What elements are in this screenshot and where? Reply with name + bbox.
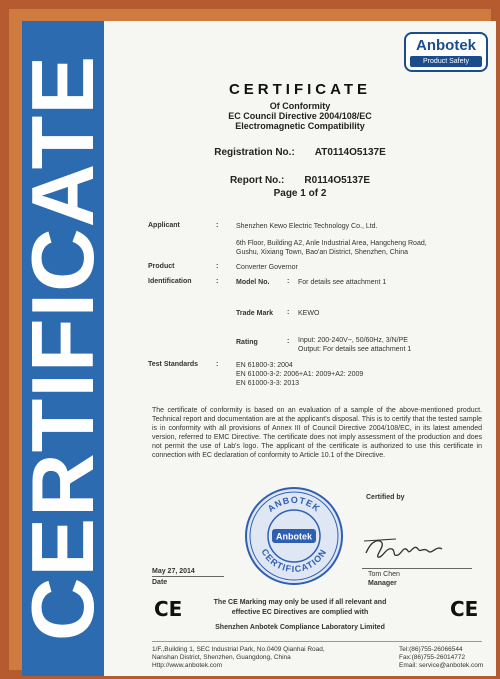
registration-number [104,147,496,158]
logo-tagline: Product Safety [410,56,482,67]
standard-line: EN 61800-3: 2004 [236,362,293,369]
ce-note-line: effective EC Directives are complied with [231,609,369,616]
issue-date: May 27, 2014 [152,568,195,575]
ce-mark-right: CE [450,597,479,621]
anbotek-logo [404,32,488,72]
report-label: Report No.: [229,175,285,186]
certificate-subtitle [104,101,496,131]
colon: : [216,222,219,229]
colon: : [216,278,219,285]
standard-line: EN 61000-3-3: 2013 [236,380,300,387]
ce-mark-left: CE [154,597,183,621]
registration-label: Registration No.: [214,147,295,158]
identification-label: Identification [148,278,192,285]
signatory-title: Manager [368,580,397,587]
certificate-content [104,21,496,676]
date-underline [152,576,224,577]
trade-mark-value: KEWO [298,310,320,317]
footer-address-line: Nanshan District, Shenzhen, Guangdong, China [152,654,291,661]
colon: : [287,278,290,285]
stamp-top-text: ANBOTEK [265,494,323,514]
rating-line: Input: 200-240V~, 50/60Hz, 3/N/PE [298,337,408,344]
colon: : [287,338,290,345]
applicant-name: Shenzhen Kewo Electric Technology Co., Ltd. [236,223,378,230]
model-label: Model No. [236,279,270,286]
signatory-name: Tom Chen [368,571,400,578]
colon: : [216,361,219,368]
subtitle-line: Electromagnetic Compatibility [235,121,365,131]
certification-stamp [244,486,344,586]
sidebar-banner [13,21,112,676]
applicant-label: Applicant [148,222,180,229]
signature [362,533,452,563]
report-value: R0114O5137E [304,175,371,186]
colon: : [287,309,290,316]
frame-border [9,9,491,670]
footer-tel: Tel:(86)755-26066544 [399,646,463,653]
standard-line: EN 61000-3-2: 2006+A1: 2009+A2: 2009 [236,371,364,378]
logo-name: Anbotek [416,37,476,54]
rating-label: Rating [236,339,258,346]
colon: : [216,263,219,270]
applicant-address-line: Gushu, Xixiang Town, Bao'an District, Shenzhen, China [236,249,409,256]
ce-marking-note [104,598,496,618]
footer-web-link[interactable]: Http://www.anbotek.com [152,662,223,669]
signature-line [362,568,472,569]
certificate-title: CERTIFICATE [228,81,372,98]
registration-value: AT0114O5137E [314,147,386,158]
test-standards-label: Test Standards [148,361,199,368]
product-value: Converter Governor [236,264,298,271]
model-value: For details see attachment 1 [298,279,387,286]
applicant-address-line: 6th Floor, Building A2, Anle Industrial Area, Hangcheng Road, [236,240,427,247]
product-label: Product [148,263,175,270]
subtitle-line: Of Conformity [269,101,331,111]
subtitle-line: EC Council Directive 2004/108/EC [228,111,372,121]
certificate-paper [13,21,496,676]
footer-fax: Fax:(86)755-26014772 [399,654,466,661]
conformity-statement: The certificate of conformity is based on an evaluation of a sample of the above-mentioned product. Technical report and documentation are at the applicant's disposal. This is to certify that the tested sample is in conformity with all provisions of Annex III of Council Directive 2004/108/EC, in its latest amended version, referred to EMC Directive. The certificate does not imply assessment of the production and does not permit the use of Lab's logo. The applicant of the certificate is authorized to use this certificate in connection with EC declaration of conformity to Article 10.1 of the Directive. [152,407,482,459]
page-indicator: Page 1 of 2 [273,188,327,199]
footer-divider [152,641,482,642]
report-number [104,174,496,200]
stamp-bottom-text: CERTIFICATION [259,547,329,575]
rating-line: Output: For details see attachment 1 [298,346,412,353]
footer-address-line: 1/F.,Building 1, SEC Industrial Park, No.0409 Qianhai Road, [152,646,325,653]
footer-email[interactable]: Email: service@anbotek.com [399,662,484,669]
lab-name: Shenzhen Anbotek Compliance Laboratory Limited [215,624,385,631]
ce-note-line: The CE Marking may only be used if all relevant and [213,599,387,606]
certified-by: Certified by [366,494,405,501]
trade-mark-label: Trade Mark [236,310,273,317]
stamp-center-text: Anbotek [276,531,312,542]
sidebar-certificate-text: CERTIFICATE [13,54,112,642]
date-label: Date [152,579,168,586]
